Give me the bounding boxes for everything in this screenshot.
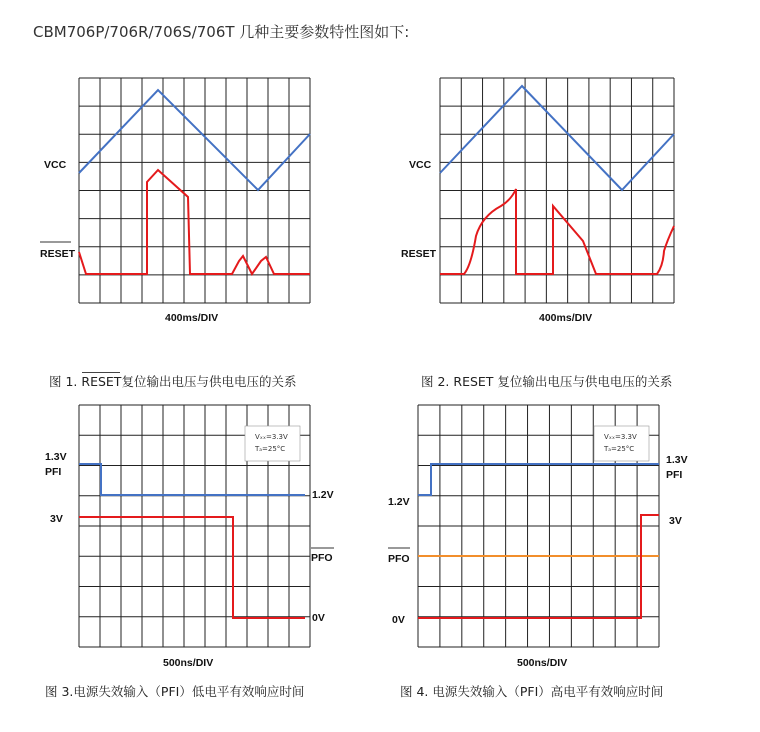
figure-2-reset-trace [440,189,674,274]
figure-2-chart [401,76,691,336]
figure-2-caption-prefix: 图 2. [421,374,450,389]
figure-3-condition-vcc: Vₓₓ=3.3V [255,433,288,441]
figure-1-xaxis-label: 400ms/DIV [165,312,219,324]
figure-4-conditions-box [594,426,649,461]
figure-3-condition-temp: Tₐ=25°C [255,445,286,453]
figure-4-caption: 图 4. 电源失效输入（PFI）高电平有效响应时间 [400,684,664,699]
figure-2-caption [421,372,672,390]
figure-4-pfi-trace [418,464,659,495]
figure-3-pfo-trace [79,517,305,618]
figure-1-caption-text: 复位输出电压与供电电压的关系 [121,374,297,389]
figure-4-chart [386,403,691,673]
figure-2-vcc-trace [440,86,674,190]
figure-3-label-pfo: PFO [311,552,333,564]
figure-3-label-0v: 0V [312,612,325,624]
figure-1-grid [79,78,310,303]
figure-3-conditions-box [245,426,300,461]
figure-3-label-1p2v: 1.2V [312,489,334,501]
figure-4-label-0v: 0V [392,614,405,626]
figure-3-label-1p3v: 1.3V [45,451,67,463]
figure-4-label-3v: 3V [669,515,682,527]
figure-3-pfi-trace [79,464,305,495]
figure-1-caption-reset: RESET [81,374,122,389]
figure-3-caption: 图 3.电源失效输入（PFI）低电平有效响应时间 [45,684,305,699]
page-heading: CBM706P/706R/706S/706T 几种主要参数特性图如下: [33,23,410,41]
figure-4-label-1p2v: 1.2V [388,496,410,508]
figure-3-label-pfi: PFI [45,466,62,478]
figure-1-caption-prefix: 图 1. [49,374,78,389]
figure-4-condition-temp: Tₐ=25°C [604,445,635,453]
figure-1-chart [40,76,330,336]
figure-2-vcc-label: VCC [409,159,432,171]
figure-4-condition-vcc: Vₓₓ=3.3V [604,433,637,441]
figure-1-caption [49,372,296,390]
figure-3-xaxis-label: 500ns/DIV [163,657,214,669]
figure-2-xaxis-label: 400ms/DIV [539,312,593,324]
figure-3-label-3v: 3V [50,513,63,525]
figure-3-chart [40,403,340,673]
figure-4-label-1p3v: 1.3V [666,454,688,466]
figure-1-vcc-label: VCC [44,159,67,171]
figure-2-grid [440,78,674,303]
figure-1-reset-label: RESET [40,248,76,260]
figure-1-reset-trace [79,170,310,274]
figure-4-xaxis-label: 500ns/DIV [517,657,568,669]
figure-2-reset-label: RESET [401,248,437,260]
figure-1-vcc-trace [79,90,310,190]
figure-4-pfo-trace [418,515,659,618]
figure-4-label-pfi: PFI [666,469,683,481]
figure-2-caption-text: RESET 复位输出电压与供电电压的关系 [453,374,673,389]
figure-4-label-pfo: PFO [388,553,410,565]
